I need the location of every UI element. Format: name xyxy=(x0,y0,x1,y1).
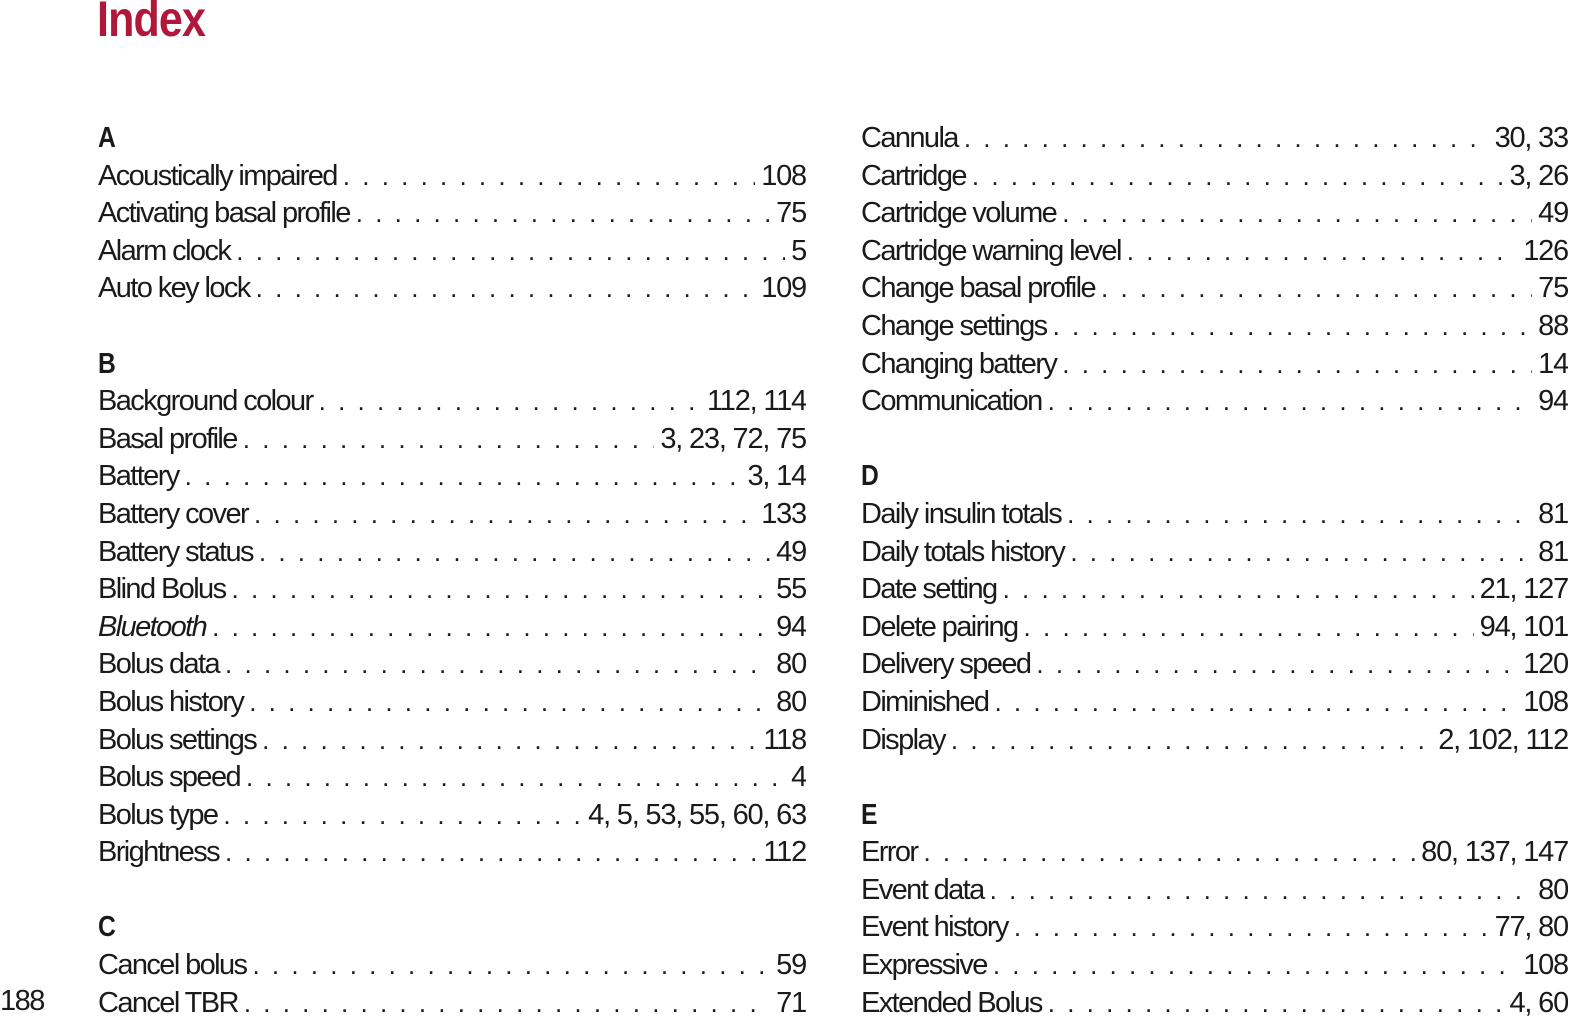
dot-leader xyxy=(185,458,742,496)
index-term: Event history xyxy=(861,911,1008,944)
index-entry xyxy=(98,797,806,835)
page-refs: 75 xyxy=(1538,272,1568,305)
index-term: Blind Bolus xyxy=(98,573,226,606)
dot-leader xyxy=(1036,646,1517,684)
index-entry xyxy=(98,571,806,609)
index-term: Cartridge xyxy=(861,159,966,192)
index-entry xyxy=(861,308,1568,346)
index-entry xyxy=(861,195,1568,233)
index-entry xyxy=(98,496,806,534)
page-refs: 108 xyxy=(1523,685,1568,718)
index-entry xyxy=(98,684,806,722)
index-entry xyxy=(98,195,806,233)
index-term: Date setting xyxy=(861,573,997,606)
index-term: Activating basal profile xyxy=(98,197,350,230)
dot-leader xyxy=(225,646,770,684)
page-refs: 77, 80 xyxy=(1494,911,1568,944)
index-entry xyxy=(98,458,806,496)
index-term: Diminished xyxy=(861,685,989,718)
index-entry xyxy=(861,571,1568,609)
dot-leader xyxy=(252,947,770,985)
index-entry xyxy=(98,158,806,196)
dot-leader xyxy=(1048,383,1532,421)
dot-leader xyxy=(356,195,770,233)
page-refs: 94 xyxy=(776,610,806,643)
index-term: Background colour xyxy=(98,385,313,418)
page-refs: 94, 101 xyxy=(1479,610,1568,643)
page-refs: 94 xyxy=(1538,385,1568,418)
page-refs: 109 xyxy=(761,272,806,305)
index-term: Change basal profile xyxy=(861,272,1096,305)
page-refs: 80, 137, 147 xyxy=(1421,836,1568,869)
page-refs: 4 xyxy=(791,761,806,794)
index-term: Battery status xyxy=(98,535,253,568)
dot-leader xyxy=(1127,233,1517,271)
dot-leader xyxy=(319,383,701,421)
dot-leader xyxy=(243,421,655,459)
page-refs: 3, 23, 72, 75 xyxy=(660,422,806,455)
dot-leader xyxy=(993,947,1517,985)
dot-leader xyxy=(246,759,785,797)
page-refs: 126 xyxy=(1523,234,1568,267)
index-term: Bluetooth xyxy=(98,610,207,643)
section-letter-a: A xyxy=(98,122,116,154)
dot-leader xyxy=(1053,308,1533,346)
index-entry xyxy=(98,646,806,684)
page-refs: 80 xyxy=(776,685,806,718)
dot-leader xyxy=(923,834,1415,872)
page-refs: 49 xyxy=(776,535,806,568)
page-refs: 80 xyxy=(1538,873,1568,906)
page-refs: 88 xyxy=(1538,309,1568,342)
index-entry xyxy=(861,909,1568,947)
page-refs: 4, 5, 53, 55, 60, 63 xyxy=(588,798,806,831)
page-refs: 59 xyxy=(776,949,806,982)
dot-leader xyxy=(1014,909,1489,947)
index-entry xyxy=(98,609,806,647)
index-entry xyxy=(861,233,1568,271)
index-entry xyxy=(861,270,1568,308)
dot-leader xyxy=(225,834,757,872)
page-refs: 21, 127 xyxy=(1479,573,1568,606)
dot-leader xyxy=(262,722,757,760)
index-term: Battery cover xyxy=(98,497,249,530)
dot-leader xyxy=(994,684,1517,722)
index-entry xyxy=(98,383,806,421)
index-term: Basal profile xyxy=(98,422,237,455)
index-entry xyxy=(861,684,1568,722)
dot-leader xyxy=(254,496,755,534)
page-refs: 55 xyxy=(776,573,806,606)
page-refs: 75 xyxy=(776,197,806,230)
dot-leader xyxy=(236,233,785,271)
index-term: Extended Bolus xyxy=(861,986,1042,1019)
page-refs: 108 xyxy=(1523,949,1568,982)
index-entry xyxy=(861,120,1568,158)
page-number: 188 xyxy=(0,985,44,1017)
index-term: Delete pairing xyxy=(861,610,1018,643)
index-entry xyxy=(861,947,1568,985)
index-entry xyxy=(861,834,1568,872)
page-refs: 49 xyxy=(1538,197,1568,230)
page-refs: 3, 26 xyxy=(1509,159,1568,192)
index-term: Bolus settings xyxy=(98,723,257,756)
page-refs: 5 xyxy=(791,234,806,267)
dot-leader xyxy=(1003,571,1474,609)
page-refs: 80 xyxy=(776,648,806,681)
index-term: Cartridge warning level xyxy=(861,234,1121,267)
index-entry xyxy=(98,270,806,308)
index-term: Bolus history xyxy=(98,685,244,718)
index-term: Bolus type xyxy=(98,798,218,831)
index-term: Event data xyxy=(861,873,984,906)
index-entry xyxy=(861,496,1568,534)
dot-leader xyxy=(343,158,755,196)
index-entry xyxy=(861,646,1568,684)
index-entry xyxy=(98,759,806,797)
page-refs: 4, 60 xyxy=(1509,986,1568,1019)
index-term: Daily totals history xyxy=(861,535,1065,568)
index-term: Cartridge volume xyxy=(861,197,1057,230)
index-term: Display xyxy=(861,723,945,756)
page-refs: 71 xyxy=(776,986,806,1019)
index-term: Acoustically impaired xyxy=(98,159,337,192)
dot-leader xyxy=(1101,270,1532,308)
index-entry xyxy=(98,534,806,572)
index-entry xyxy=(861,609,1568,647)
dot-leader xyxy=(232,571,771,609)
index-term: Cannula xyxy=(861,122,958,154)
index-entry xyxy=(98,421,806,459)
page-refs: 133 xyxy=(761,497,806,530)
dot-leader xyxy=(249,684,770,722)
dot-leader xyxy=(972,158,1504,196)
dot-leader xyxy=(212,609,770,647)
index-column-right xyxy=(861,120,1568,1022)
index-entry xyxy=(98,722,806,760)
page-refs: 108 xyxy=(761,159,806,192)
index-entry xyxy=(98,985,806,1022)
index-term: Changing battery xyxy=(861,347,1057,380)
index-entry xyxy=(861,985,1568,1022)
dot-leader xyxy=(1024,609,1474,647)
section-letter-b: B xyxy=(98,347,116,380)
index-entry xyxy=(861,722,1568,760)
page-refs: 120 xyxy=(1523,648,1568,681)
index-term: Brightness xyxy=(98,836,220,869)
index-entry xyxy=(861,158,1568,196)
index-term: Cancel TBR xyxy=(98,986,238,1019)
index-term: Alarm clock xyxy=(98,234,231,267)
index-term: Daily insulin totals xyxy=(861,497,1062,530)
index-term: Bolus data xyxy=(98,648,220,681)
index-term: Communication xyxy=(861,385,1042,418)
page-refs: 3, 14 xyxy=(747,460,806,493)
index-term: Error xyxy=(861,836,918,869)
index-entry xyxy=(98,947,806,985)
page-refs: 2, 102, 112 xyxy=(1438,723,1568,756)
index-term: Delivery speed xyxy=(861,648,1031,681)
index-term: Change settings xyxy=(861,309,1047,342)
dot-leader xyxy=(951,722,1432,760)
page-refs: 14 xyxy=(1538,347,1568,380)
section-letter-e: E xyxy=(861,798,878,831)
dot-leader xyxy=(990,872,1532,910)
page-refs: 81 xyxy=(1538,535,1568,568)
dot-leader xyxy=(223,797,582,835)
dot-leader xyxy=(244,985,770,1022)
page-refs: 30, 33 xyxy=(1494,122,1568,154)
page-refs: 118 xyxy=(763,723,806,756)
index-entry xyxy=(861,346,1568,384)
index-term: Auto key lock xyxy=(98,272,250,305)
index-term: Bolus speed xyxy=(98,761,241,794)
page-refs: 112 xyxy=(763,836,806,869)
dot-leader xyxy=(1070,534,1532,572)
page-refs: 112, 114 xyxy=(707,385,806,418)
index-term: Battery xyxy=(98,460,179,493)
section-letter-d: D xyxy=(861,460,879,493)
index-entry xyxy=(98,233,806,271)
section-letter-c: C xyxy=(98,911,116,944)
dot-leader xyxy=(1048,985,1504,1022)
page-title: Index xyxy=(97,0,206,47)
dot-leader xyxy=(256,270,756,308)
index-term: Expressive xyxy=(861,949,987,982)
dot-leader xyxy=(1062,195,1532,233)
dot-leader xyxy=(1067,496,1532,534)
dot-leader xyxy=(964,120,1489,158)
page-refs: 81 xyxy=(1538,497,1568,530)
index-term: Cancel bolus xyxy=(98,949,247,982)
index-entry xyxy=(98,834,806,872)
dot-leader xyxy=(1062,346,1532,384)
index-entry xyxy=(861,383,1568,421)
index-column-left xyxy=(98,120,806,1022)
index-entry xyxy=(861,534,1568,572)
index-entry xyxy=(861,872,1568,910)
dot-leader xyxy=(259,534,770,572)
